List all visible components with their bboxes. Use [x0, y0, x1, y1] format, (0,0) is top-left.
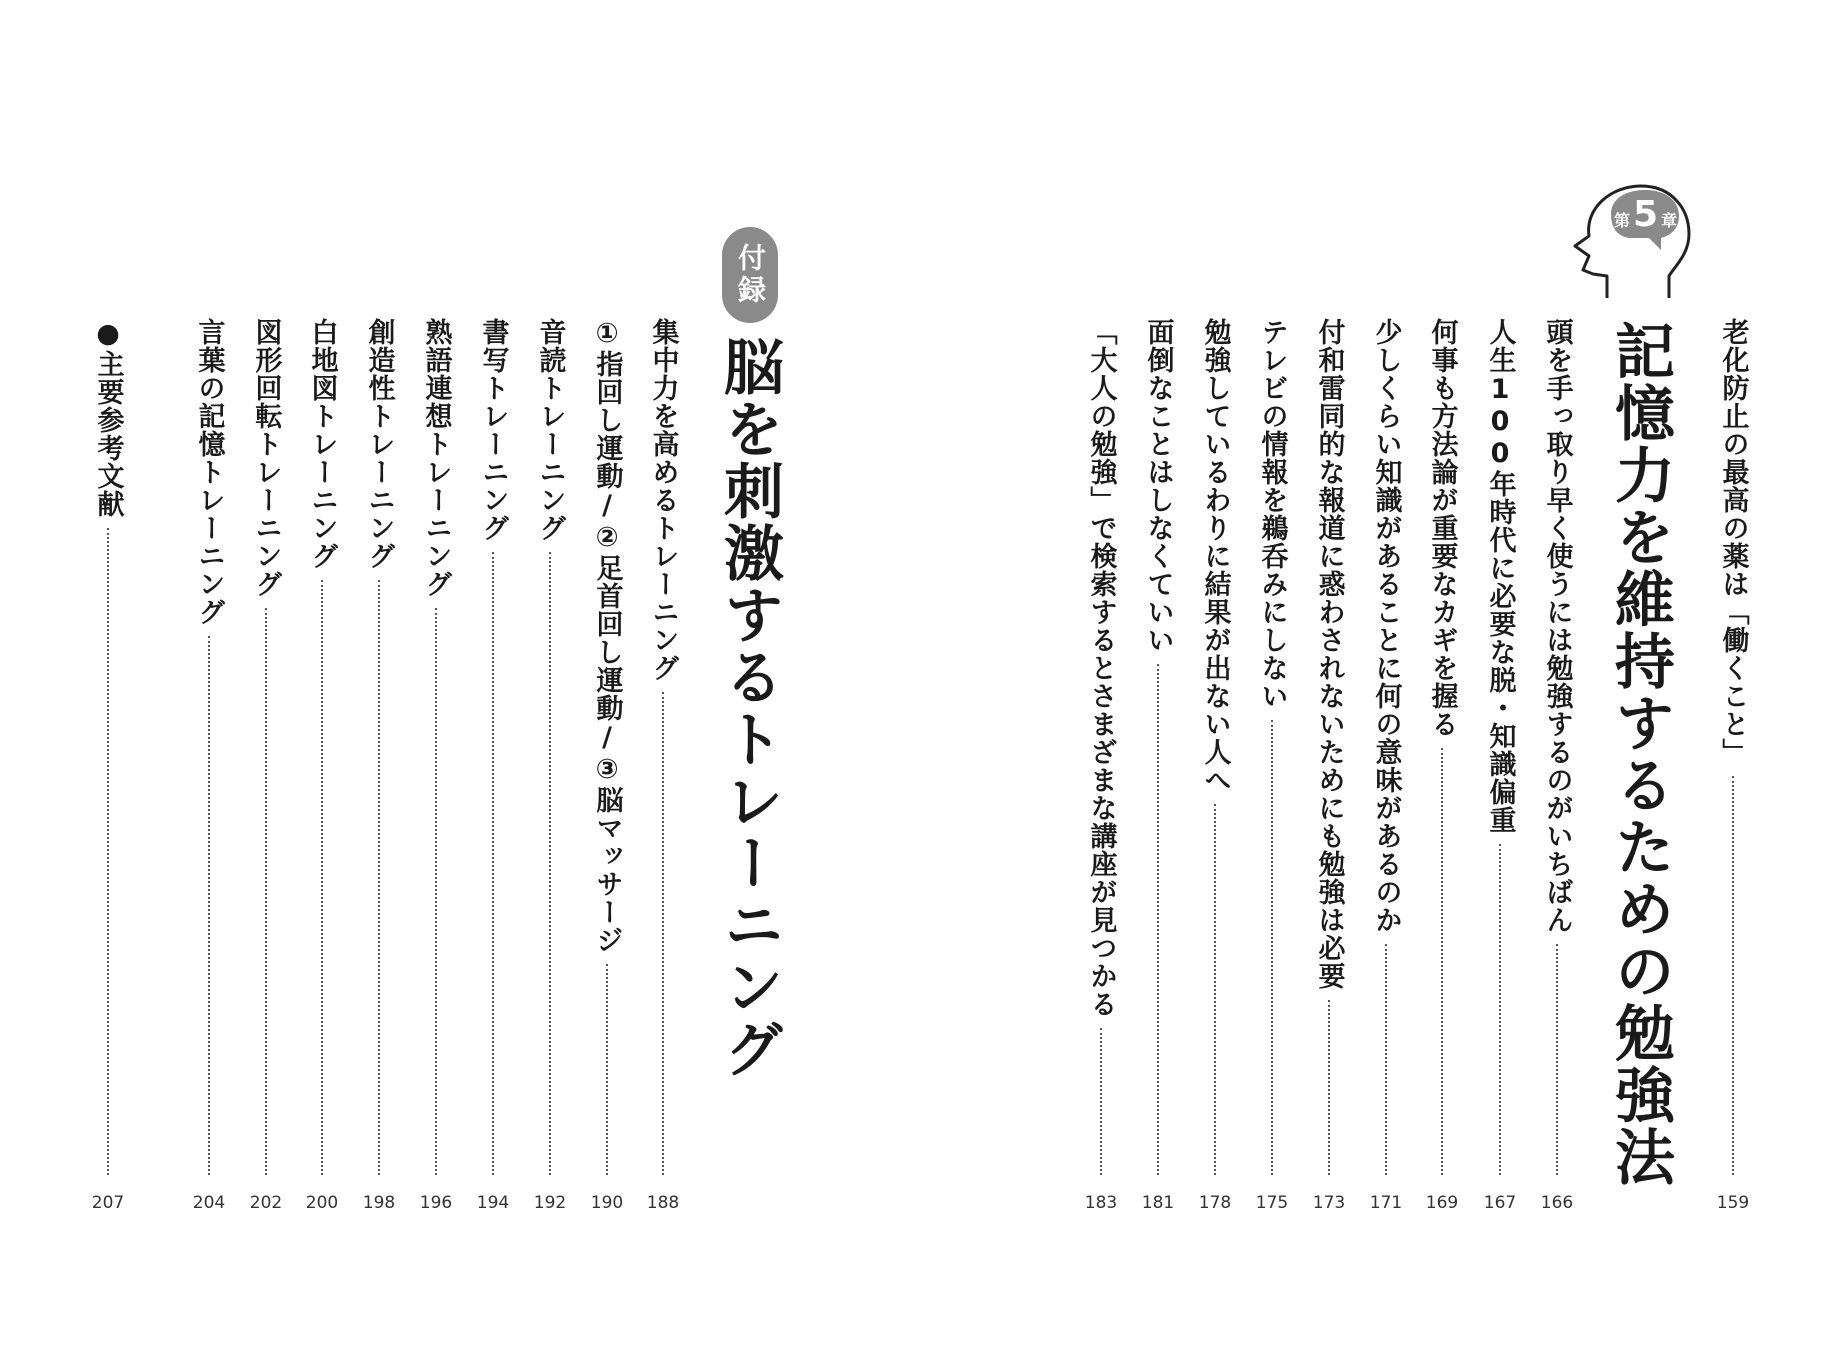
- chapter-prefix: 第: [1614, 211, 1631, 230]
- dot-leader: [1556, 944, 1558, 1175]
- toc-entry[interactable]: [1252, 318, 1292, 1213]
- toc-entry-title: 熟語連想トレーニング: [420, 318, 452, 598]
- toc-entry-title: 集中力を高めるトレーニング: [647, 318, 679, 682]
- toc-entry[interactable]: [1480, 318, 1520, 1213]
- dot-leader: [606, 964, 608, 1175]
- dot-leader: [1214, 804, 1216, 1175]
- dot-leader: [435, 608, 437, 1175]
- toc-entry[interactable]: [1713, 318, 1753, 1213]
- dot-leader: [1157, 664, 1159, 1175]
- toc-entry-page: 171: [1369, 1193, 1403, 1213]
- toc-entry-title: テレビの情報を鵜呑みにしない: [1256, 318, 1288, 710]
- dot-leader: [1100, 1028, 1102, 1175]
- toc-entry-page: 196: [419, 1193, 453, 1213]
- toc-entry-page: 190: [590, 1193, 624, 1213]
- references-title: ●主要参考文献: [92, 318, 124, 518]
- toc-entry-page: 188: [646, 1193, 680, 1213]
- dot-leader: [549, 552, 551, 1175]
- dot-leader: [1385, 944, 1387, 1175]
- appendix-badge-label: 付録: [734, 243, 767, 307]
- toc-entry-title: ①指回し運動/②足首回し運動/③脳マッサージ: [591, 318, 623, 954]
- toc-entry-page: 181: [1141, 1193, 1175, 1213]
- chapter-title: 記憶力を維持するための勉強法: [1605, 320, 1675, 1188]
- toc-entry-page: 198: [362, 1193, 396, 1213]
- toc-entry[interactable]: [359, 318, 399, 1213]
- toc-entry-title: 「大人の勉強」で検索するとさまざまな講座が見つかる: [1085, 318, 1117, 1018]
- toc-entry-page: 167: [1483, 1193, 1517, 1213]
- head-silhouette-icon: [1565, 180, 1695, 310]
- dot-leader: [107, 528, 109, 1175]
- toc-entry[interactable]: [1195, 318, 1235, 1213]
- toc-entry-title: 音読トレーニング: [534, 318, 566, 542]
- toc-entry-page: 169: [1425, 1193, 1459, 1213]
- dot-leader: [208, 636, 210, 1175]
- toc-entry[interactable]: [1366, 318, 1406, 1213]
- toc-entry[interactable]: [1138, 318, 1178, 1213]
- toc-entry[interactable]: [246, 318, 286, 1213]
- toc-entry-title: 図形回転トレーニング: [250, 318, 282, 598]
- toc-entry-title: 少しくらい知識があることに何の意味があるのか: [1370, 318, 1402, 934]
- toc-entry-title: 言葉の記憶トレーニング: [193, 318, 225, 626]
- appendix-title: 脳を刺激するトレーニング: [714, 336, 784, 1080]
- toc-entry[interactable]: [189, 318, 229, 1213]
- toc-entry[interactable]: [302, 318, 342, 1213]
- toc-entry[interactable]: [1309, 318, 1349, 1213]
- toc-entry-title: 創造性トレーニング: [363, 318, 395, 570]
- toc-entry-title: 頭を手っ取り早く使うには勉強するのがいちばん: [1541, 318, 1573, 934]
- toc-entry-title: 書写トレーニング: [477, 318, 509, 542]
- dot-leader: [265, 608, 267, 1175]
- toc-entry-page: 175: [1255, 1193, 1289, 1213]
- references-page: 207: [91, 1193, 125, 1213]
- toc-entry-page: 166: [1540, 1193, 1574, 1213]
- toc-entry-title: 付和雷同的な報道に惑わされないためにも勉強は必要: [1313, 318, 1345, 990]
- toc-entry-title: 人生100年時代に必要な脱・知識偏重: [1484, 318, 1516, 834]
- dot-leader: [378, 580, 380, 1175]
- chapter-number: 5: [1633, 194, 1659, 235]
- toc-entry-page: 200: [305, 1193, 339, 1213]
- toc-entry-page: 159: [1716, 1193, 1750, 1213]
- toc-entry-title: 老化防止の最高の薬は「働くこと」: [1717, 318, 1749, 766]
- dot-leader: [1271, 720, 1273, 1175]
- toc-entry-page: 178: [1198, 1193, 1232, 1213]
- references-entry[interactable]: [88, 318, 128, 1213]
- toc-entry[interactable]: [530, 318, 570, 1213]
- toc-entry[interactable]: [1537, 318, 1577, 1213]
- toc-entry-title: 白地図トレーニング: [306, 318, 338, 570]
- toc-entry[interactable]: [1422, 318, 1462, 1213]
- toc-entry-page: 173: [1312, 1193, 1346, 1213]
- toc-entry[interactable]: [416, 318, 456, 1213]
- dot-leader: [1328, 1000, 1330, 1175]
- chapter-suffix: 章: [1661, 211, 1678, 230]
- toc-entry[interactable]: [1081, 318, 1121, 1213]
- appendix-badge: [722, 227, 778, 323]
- toc-entry-title: 勉強しているわりに結果が出ない人へ: [1199, 318, 1231, 794]
- toc-entry-page: 192: [533, 1193, 567, 1213]
- dot-leader: [1499, 844, 1501, 1175]
- toc-entry[interactable]: [587, 318, 627, 1213]
- dot-leader: [1441, 748, 1443, 1175]
- toc-entry-page: 183: [1084, 1193, 1118, 1213]
- toc-entry[interactable]: [473, 318, 513, 1213]
- toc-entry-page: 194: [476, 1193, 510, 1213]
- dot-leader: [321, 580, 323, 1175]
- toc-entry-title: 面倒なことはしなくていい: [1142, 318, 1174, 654]
- dot-leader: [1732, 776, 1734, 1175]
- toc-entry-page: 202: [249, 1193, 283, 1213]
- dot-leader: [662, 692, 664, 1175]
- toc-entry-title: 何事も方法論が重要なカギを握る: [1426, 318, 1458, 738]
- dot-leader: [492, 552, 494, 1175]
- toc-entry[interactable]: [643, 318, 683, 1213]
- toc-entry-page: 204: [192, 1193, 226, 1213]
